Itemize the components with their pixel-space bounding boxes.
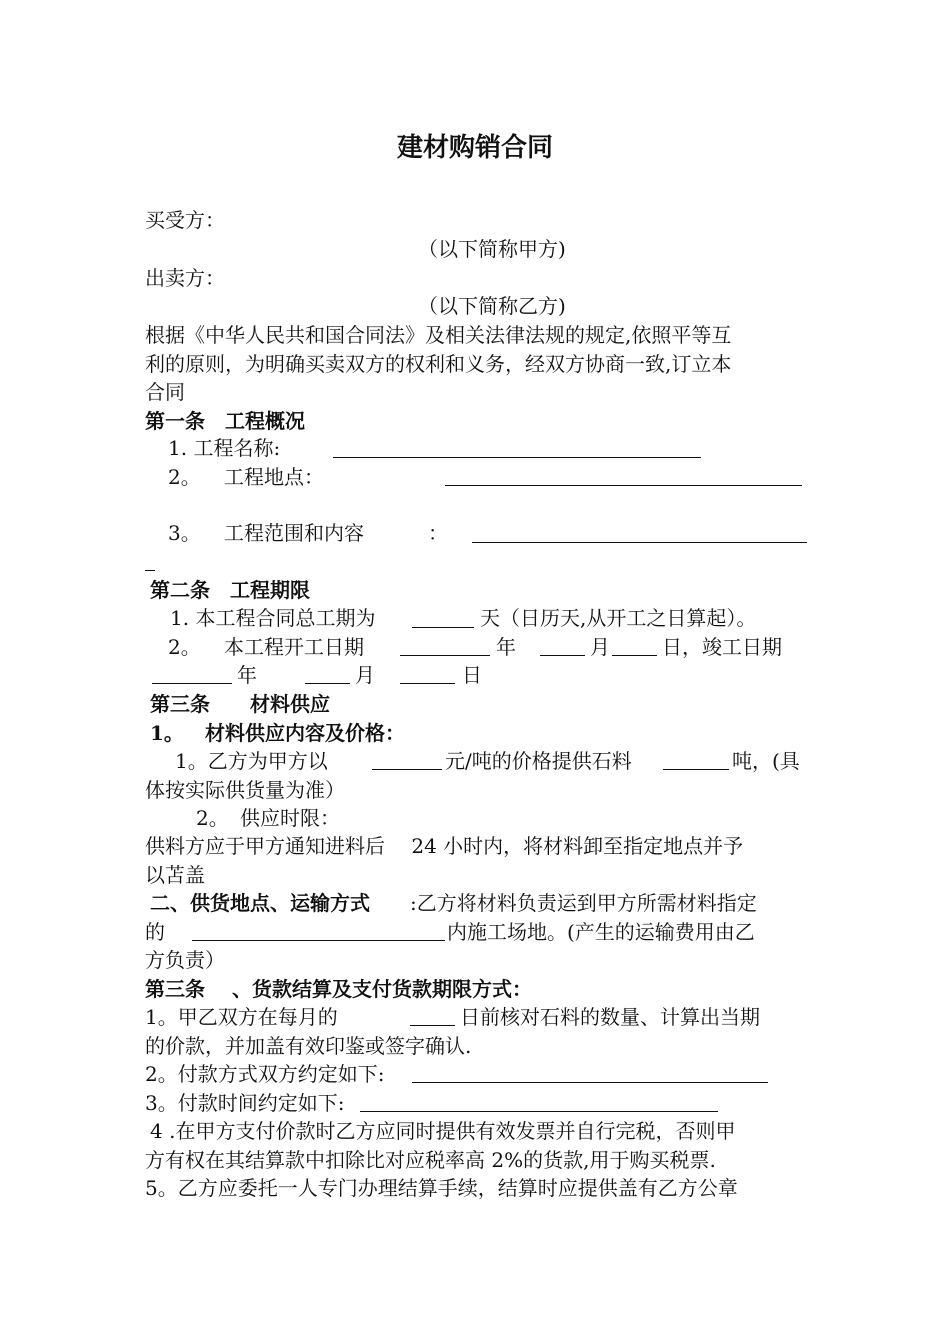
seller-note: （以下简称乙方) bbox=[418, 294, 566, 318]
item-number: 3。 bbox=[168, 521, 201, 545]
project-scope-blank bbox=[472, 542, 807, 543]
project-location-blank bbox=[445, 485, 802, 486]
settlement-heading: 第三条 、货款结算及支付货款期限方式： bbox=[145, 977, 532, 1001]
quantity-unit: 吨，(具 bbox=[732, 749, 800, 773]
project-location-label: 工程地点： bbox=[224, 465, 324, 489]
project-scope-colon: ： bbox=[428, 521, 448, 545]
delivery-text: 方负责） bbox=[145, 948, 225, 972]
seller-label: 出卖方： bbox=[145, 266, 225, 290]
quantity-note: 体按实际供货量为准） bbox=[145, 778, 345, 802]
item-number: 2。 bbox=[196, 806, 229, 830]
delivery-site-blank bbox=[192, 940, 445, 941]
price-unit-label: 元/吨的价格提供石料 bbox=[445, 749, 632, 773]
supply-content-heading: 材料供应内容及价格： bbox=[205, 721, 405, 745]
year-label: 年 bbox=[496, 635, 516, 659]
delivery-text: :乙方将材料负责运到甲方所需材料指定 bbox=[410, 891, 757, 915]
supply-time-text: 以苫盖 bbox=[145, 863, 205, 887]
start-year-blank bbox=[400, 655, 490, 656]
article-2-heading: 第二条 工程期限 bbox=[150, 578, 310, 602]
payment-method-blank bbox=[412, 1082, 768, 1083]
end-month-blank bbox=[305, 683, 350, 684]
invoice-text: 方有权在其结算款中扣除比对应税率高 2%的货款,用于购买税票. bbox=[145, 1148, 716, 1172]
settlement-day-blank bbox=[410, 1025, 455, 1026]
settlement-procedure-text: 5。乙方应委托一人专门办理结算手续，结算时应提供盖有乙方公章 bbox=[145, 1176, 738, 1200]
project-name-blank bbox=[333, 457, 701, 458]
year-label: 年 bbox=[237, 663, 257, 687]
intro-line: 利的原则，为明确买卖双方的权利和义务，经双方协商一致,订立本 bbox=[145, 352, 732, 376]
quantity-blank bbox=[663, 769, 729, 770]
duration-unit: 天（日历天,从开工之日算起）。 bbox=[480, 606, 757, 630]
end-year-blank bbox=[152, 683, 232, 684]
delivery-text: 的 bbox=[145, 920, 165, 944]
invoice-text: 4 .在甲方支付价款时乙方应同时提供有效发票并自行完税，否则甲 bbox=[150, 1119, 736, 1143]
intro-line: 根据《中华人民共和国合同法》及相关法律法规的规定,依照平等互 bbox=[145, 323, 732, 347]
month-label: 月 bbox=[590, 635, 610, 659]
project-scope-blank-cont bbox=[145, 570, 155, 571]
month-label: 月 bbox=[355, 663, 375, 687]
settlement-text: 的价款，并加盖有效印鉴或签字确认. bbox=[145, 1034, 472, 1058]
article-1-heading: 第一条 工程概况 bbox=[145, 409, 305, 433]
duration-label: 1. 本工程合同总工期为 bbox=[170, 606, 376, 630]
supply-time-label: 供应时限： bbox=[240, 806, 340, 830]
payment-method-label: 2。付款方式双方约定如下: bbox=[145, 1062, 385, 1086]
intro-line: 合同 bbox=[145, 380, 185, 404]
payment-time-blank bbox=[360, 1111, 718, 1112]
buyer-label: 买受方： bbox=[145, 208, 225, 232]
start-month-blank bbox=[540, 655, 585, 656]
delivery-text: 内施工场地。(产生的运输费用由乙 bbox=[447, 920, 755, 944]
item-number: 1。 bbox=[150, 721, 184, 745]
end-day-blank bbox=[400, 683, 455, 684]
delivery-heading: 二、供货地点、运输方式 bbox=[150, 891, 370, 915]
price-blank bbox=[372, 769, 442, 770]
project-scope-label: 工程范围和内容 bbox=[224, 521, 364, 545]
day-label: 日 bbox=[462, 663, 482, 687]
duration-blank bbox=[412, 627, 474, 628]
price-label: 1。乙方为甲方以 bbox=[175, 749, 328, 773]
payment-time-label: 3。付款时间约定如下: bbox=[145, 1091, 345, 1115]
settlement-text: 1。甲乙双方在每月的 bbox=[145, 1005, 338, 1029]
item-number: 2。 bbox=[168, 465, 201, 489]
settlement-text: 日前核对石料的数量、计算出当期 bbox=[460, 1005, 760, 1029]
completion-date-label: 日，竣工日期 bbox=[662, 635, 782, 659]
project-name-label: 1. 工程名称: bbox=[168, 436, 281, 460]
article-3-heading: 第三条 材料供应 bbox=[150, 692, 330, 716]
start-date-label: 本工程开工日期 bbox=[224, 635, 364, 659]
start-day-blank bbox=[612, 655, 657, 656]
buyer-note: （以下简称甲方) bbox=[418, 237, 566, 261]
page-title: 建材购销合同 bbox=[396, 133, 553, 163]
supply-time-text: 供料方应于甲方通知进料后 24 小时内，将材料卸至指定地点并予 bbox=[145, 834, 744, 858]
item-number: 2。 bbox=[168, 635, 201, 659]
